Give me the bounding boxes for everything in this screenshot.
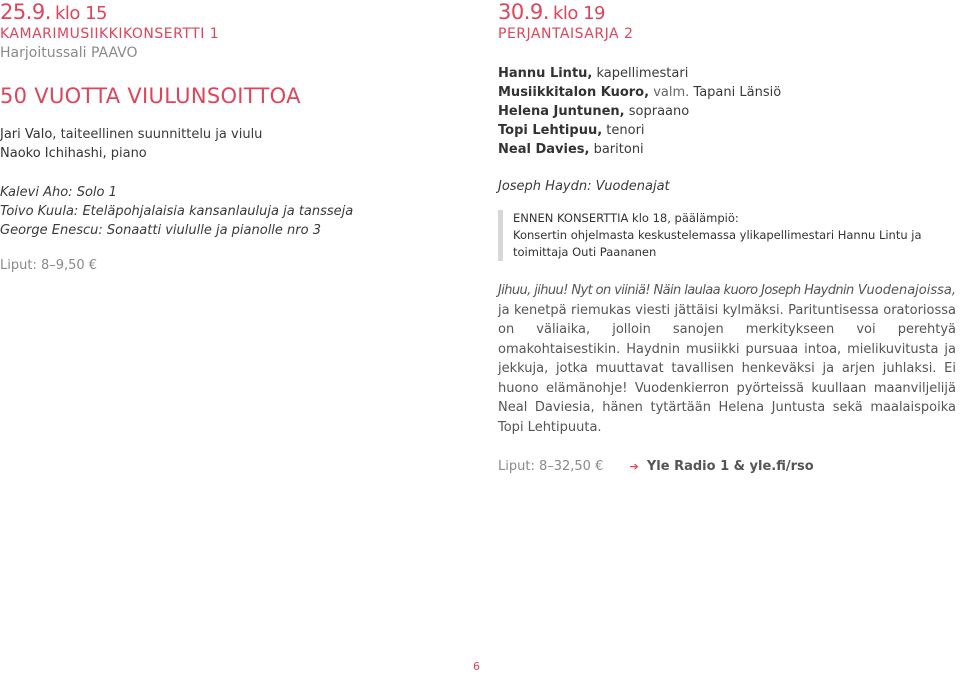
performer-line: Neal Davies, baritoni <box>498 142 644 157</box>
series-name-right: PERJANTAISARJA 2 <box>498 26 634 42</box>
concert-headline: 50 VUOTTA VIULUNSOITTOA <box>0 84 301 108</box>
work-line: George Enescu: Sonaatti viululle ja pianolle nro 3 <box>0 223 321 238</box>
price-right: Liput: 8–32,50 € <box>498 459 604 474</box>
performer-line: Naoko Ichihashi, piano <box>0 146 147 161</box>
pre-concert-talk <box>498 210 958 261</box>
performer-line: Topi Lehtipuu, tenori <box>498 123 645 138</box>
performer-line: Jari Valo, taiteellinen suunnittelu ja viulu <box>0 127 263 142</box>
pre-concert-line: Konsertin ohjelmasta keskustelemassa ylikapellimestari Hannu Lintu ja <box>513 228 922 242</box>
concert-date-right: 30.9. klo 19 <box>498 0 606 24</box>
work-line: Toivo Kuula: Eteläpohjalaisia kansanlauluja ja tansseja <box>0 204 354 219</box>
performers-left <box>0 125 470 163</box>
left-column <box>0 0 470 273</box>
performers-right <box>498 64 958 159</box>
page-number: 6 <box>473 660 480 673</box>
performer-line: Hannu Lintu, kapellimestari <box>498 66 689 81</box>
concert-description: Jihuu, jihuu! Nyt on viiniä! Näin laulaa kuoro Joseph Haydnin Vuodenajoissa, ja kenetpä riemukas viesti jättäisi kylmäksi. Parituntisessa oratoriossa on väliaika, jolloin sanojen merkitykseen voi perehtyä omakohtaisestikin. Haydnin musiikki pursuaa intoa, mielikuvitusta ja jekkuja, jotka muuttavat tavallisen henkeväksi ja arjen juhlaksi. Ei huono elämänohje! Vuodenkierron pyörteissä kuullaan maanviljelijä Neal Daviesia, hänen tytärtään Helena Juntusta sekä maalaispoika Topi Lehtipuuta. <box>498 283 956 435</box>
price-left: Liput: 8–9,50 € <box>0 258 98 273</box>
arrow-right-icon: ➔ <box>629 460 639 473</box>
performer-line: Musiikkitalon Kuoro, valm. Tapani Länsiö <box>498 85 782 100</box>
series-name-left: KAMARIMUSIIKKIKONSERTTI 1 <box>0 26 220 42</box>
broadcast-link[interactable]: Yle Radio 1 & yle.fi/rso <box>646 459 814 474</box>
work-right: Joseph Haydn: Vuodenajat <box>498 179 670 194</box>
ticket-row <box>498 459 958 474</box>
work-line: Kalevi Aho: Solo 1 <box>0 185 117 200</box>
pre-concert-heading: ENNEN KONSERTTIA klo 18, päälämpiö: <box>513 211 739 225</box>
performer-line: Helena Juntunen, sopraano <box>498 104 690 119</box>
venue-left: Harjoitussali PAAVO <box>0 45 138 61</box>
works-left <box>0 183 470 240</box>
right-column <box>498 0 958 474</box>
pre-concert-line: toimittaja Outi Paananen <box>513 245 657 259</box>
concert-date-left: 25.9. klo 15 <box>0 0 108 24</box>
